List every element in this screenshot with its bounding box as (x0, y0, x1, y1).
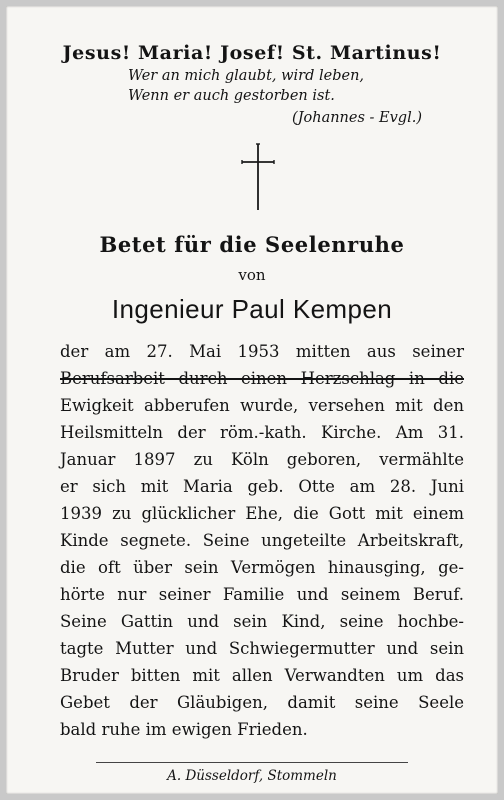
body-line: die oft über sein Vermögen hinausging, ge- (60, 558, 464, 577)
body-line: Gebet der Gläubigen, damit seine Seele (60, 693, 464, 712)
prayer-heading: Betet für die Seelenruhe (99, 232, 405, 257)
body-line: der am 27. Mai 1953 mitten aus seiner (60, 342, 464, 361)
body-line: Heilsmitteln der röm.-kath. Kirche. Am 31. (60, 423, 464, 442)
body-line: hörte nur seiner Familie und seinem Beruf. (60, 585, 464, 604)
body-line: Seine Gattin und sein Kind, seine hochbe- (60, 612, 464, 631)
body-line: tagte Mutter und Schwiegermutter und sein (60, 639, 464, 658)
body-line: bald ruhe im ewigen Frieden. (60, 720, 308, 739)
body-line: Ewigkeit abberufen wurde, versehen mit den (60, 396, 464, 415)
memorial-card (6, 6, 498, 794)
footer-divider (96, 762, 408, 763)
quote-line-2: Wenn er auch gestorben ist. (128, 88, 335, 104)
von-text: von (238, 266, 266, 284)
bible-quote (128, 66, 458, 106)
body-line: Kinde segnete. Seine ungeteilte Arbeitskraft, (60, 531, 464, 550)
body-line: Januar 1897 zu Köln geboren, vermählte (60, 450, 464, 469)
cross-icon (238, 142, 278, 212)
body-line: Bruder bitten mit allen Verwandten um das (60, 666, 464, 685)
body-line: 1939 zu glücklicher Ehe, die Gott mit einem (60, 504, 464, 523)
invocation-line: Jesus! Maria! Josef! St. Martinus! (62, 42, 442, 64)
body-line: er sich mit Maria geb. Otte am 28. Juni (60, 477, 464, 496)
body-line: Berufsarbeit durch einen Herzschlag in die (60, 369, 464, 388)
quote-line-1: Wer an mich glaubt, wird leben, (128, 68, 365, 84)
quote-source: (Johannes - Evgl.) (292, 110, 422, 126)
biography-text (60, 338, 464, 743)
deceased-name: Ingenieur Paul Kempen (111, 294, 393, 324)
printer-imprint: A. Düsseldorf, Stommeln (167, 768, 337, 784)
